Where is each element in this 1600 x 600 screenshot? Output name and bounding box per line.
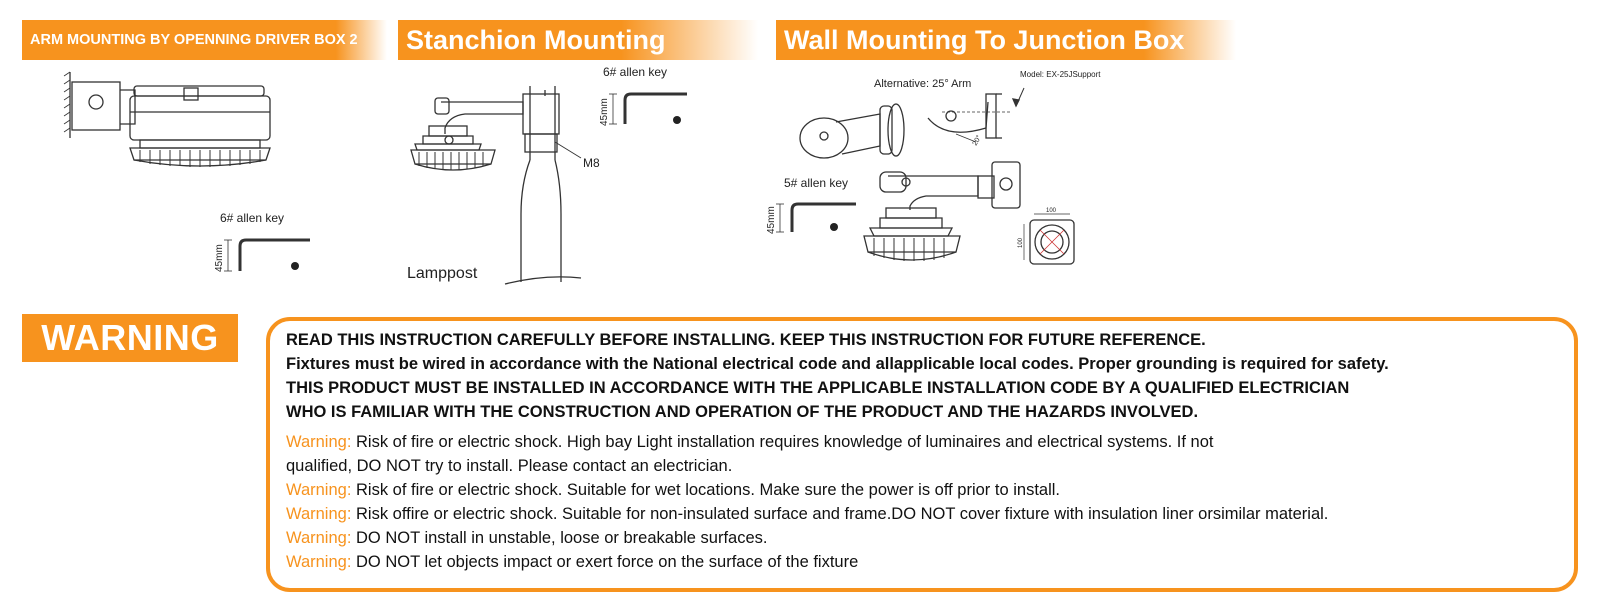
bold-line: Fixtures must be wired in accordance with the National electrical code and allapplicable local codes. Proper grounding is required for safety. xyxy=(286,355,1389,373)
warning-item xyxy=(286,502,1576,526)
warning-text: Risk of fire or electric shock. Suitable for wet locations. Make sure the power is off prior to install. xyxy=(356,481,1061,499)
warning-item xyxy=(286,478,1576,502)
bold-line: THIS PRODUCT MUST BE INSTALLED IN ACCORDANCE WITH THE APPLICABLE INSTALLATION CODE BY A QUALIFIED ELECTRICIAN xyxy=(286,379,1350,397)
stanchion-key-size-label: 45mm xyxy=(599,98,610,126)
stanchion-allen-key-label: 6# allen key xyxy=(603,65,668,79)
bold-line: READ THIS INSTRUCTION CAREFULLY BEFORE INSTALLING. KEEP THIS INSTRUCTION FOR FUTURE REFERENCE. xyxy=(286,331,1206,349)
warning-label: WARNING xyxy=(22,314,238,362)
alternative-arm-label: Alternative: 25° Arm xyxy=(874,78,972,90)
warning-prefix: Warning: xyxy=(286,529,352,547)
wall-mounting-diagram xyxy=(766,66,1116,286)
stanchion-bolt-label: M8 xyxy=(583,156,600,170)
arm-key-size-label: 45mm xyxy=(214,244,225,272)
warning-prefix: Warning: xyxy=(286,505,352,523)
angle-label: 20° xyxy=(971,134,984,147)
lamppost-label: Lamppost xyxy=(407,265,478,282)
section-title-arm-mounting: ARM MOUNTING BY OPENNING DRIVER BOX 2 xyxy=(22,20,387,60)
warning-prefix: Warning: xyxy=(286,433,352,451)
arm-mounting-diagram xyxy=(60,68,380,283)
junction-height-label: 100 xyxy=(1018,237,1024,248)
model-label: Model: EX-25JSupport xyxy=(1020,70,1101,79)
warning-bold-text xyxy=(286,328,1576,424)
warning-prefix: Warning: xyxy=(286,553,352,571)
warning-text: DO NOT let objects impact or exert force on the surface of the fixture xyxy=(356,553,859,571)
section-title-wall-mounting: Wall Mounting To Junction Box xyxy=(776,20,1236,60)
warning-item xyxy=(286,430,1576,454)
junction-width-label: 100 xyxy=(1046,208,1057,214)
warning-item xyxy=(286,526,1576,550)
section-title-stanchion-mounting: Stanchion Mounting xyxy=(398,20,758,60)
warning-text: Risk offire or electric shock. Suitable for non-insulated surface and frame.DO NOT cover fixture with insulation liner orsimilar material. xyxy=(356,505,1329,523)
warning-text: Risk of fire or electric shock. High bay Light installation requires knowledge of luminaires and electrical systems. If not xyxy=(356,433,1214,451)
wall-key-size-label: 45mm xyxy=(766,206,777,234)
wall-allen-key-label: 5# allen key xyxy=(784,176,849,190)
warning-item-continuation: qualified, DO NOT try to install. Please contact an electrician. xyxy=(286,457,733,475)
stanchion-mounting-diagram xyxy=(405,64,715,289)
warning-text: DO NOT install in unstable, loose or breakable surfaces. xyxy=(356,529,768,547)
arm-allen-key-label: 6# allen key xyxy=(220,211,285,225)
warning-prefix: Warning: xyxy=(286,481,352,499)
warning-list xyxy=(286,430,1576,574)
warning-item xyxy=(286,550,1576,574)
bold-line: WHO IS FAMILIAR WITH THE CONSTRUCTION AND OPERATION OF THE PRODUCT AND THE HAZARDS INVOLVED. xyxy=(286,403,1199,421)
